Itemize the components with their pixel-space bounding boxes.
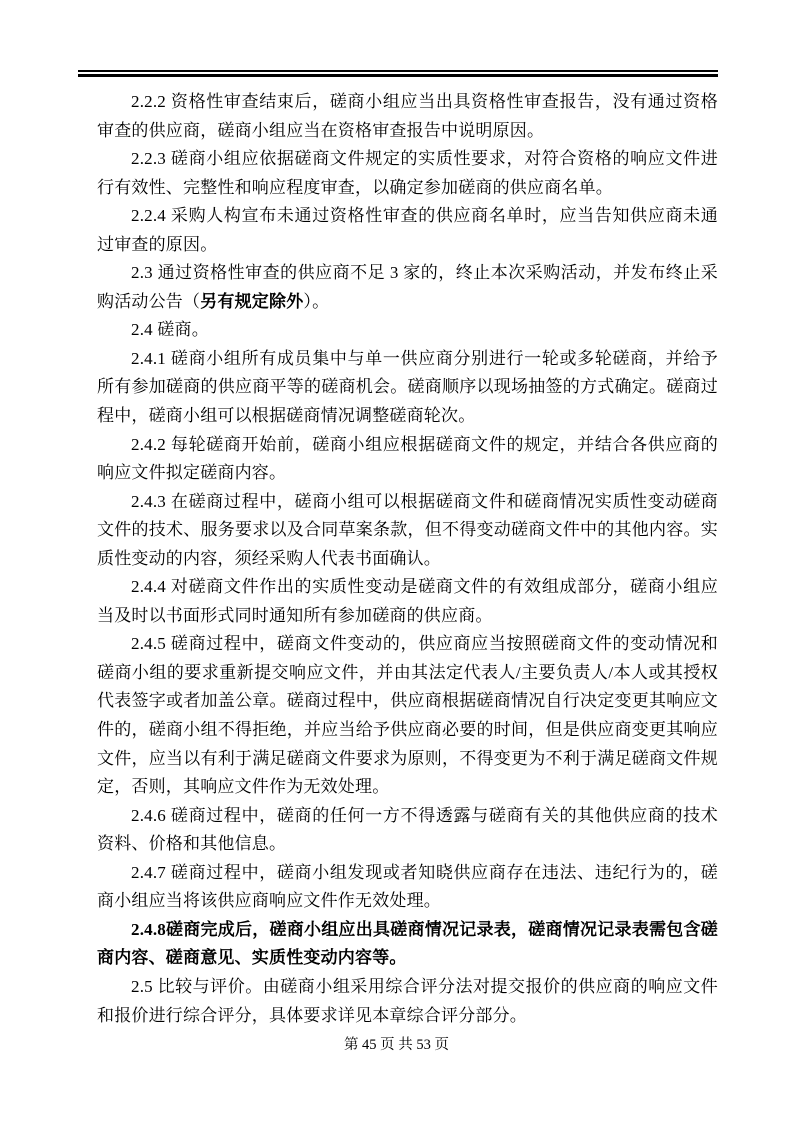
text-run: ）。 — [303, 291, 330, 311]
paragraph-2-3 — [97, 259, 718, 316]
header-double-rule — [78, 70, 718, 77]
page-number-text: 第 45 页 共 53 页 — [343, 1037, 450, 1053]
text-run: 2.4.7 磋商过程中，磋商小组发现或者知晓供应商存在违法、违纪行为的，磋商小组应当将该供应商响应文件作无效处理。 — [97, 862, 718, 911]
paragraph-2-5 — [97, 973, 718, 1030]
paragraph-2-2-4 — [97, 202, 718, 259]
text-run: 2.2.3 磋商小组应依据磋商文件规定的实质性要求，对符合资格的响应文件进行有效性、完整性和响应程度审查，以确定参加磋商的供应商名单。 — [97, 149, 718, 197]
paragraph-2-2-2 — [97, 88, 718, 145]
text-run: 2.4.4 对磋商文件作出的实质性变动是磋商文件的有效组成部分，磋商小组应当及时以书面形式同时通知所有参加磋商的供应商。 — [97, 577, 718, 625]
text-run: 2.2.4 采购人构宣布未通过资格性审查的供应商名单时，应当告知供应商未通过审查的原因。 — [97, 206, 718, 254]
document-body — [97, 88, 718, 1030]
paragraph-2-4-1 — [97, 345, 718, 431]
paragraph-2-4-4 — [97, 573, 718, 630]
text-run: 另有规定除外 — [200, 291, 304, 311]
text-run: 2.4.2 每轮磋商开始前，磋商小组应根据磋商文件的规定，并结合各供应商的响应文件拟定磋商内容。 — [97, 434, 718, 483]
paragraph-2-4 — [97, 316, 718, 345]
text-run: 2.5 比较与评价。由磋商小组采用综合评分法对提交报价的供应商的响应文件和报价进行综合评分，具体要求详见本章综合评分部分。 — [97, 976, 718, 1025]
paragraph-2-4-6 — [97, 802, 718, 859]
paragraph-2-4-3 — [97, 488, 718, 574]
text-run: 2.4.6 磋商过程中，磋商的任何一方不得透露与磋商有关的其他供应商的技术资料、价格和其他信息。 — [97, 805, 718, 854]
text-run: 2.3 通过资格性审查的供应商不足 3 家的，终止本次采购活动，并发布终止采购活动公告（ — [97, 263, 718, 311]
text-run: 2.4 磋商。 — [131, 320, 209, 340]
text-run: 2.4.8磋商完成后，磋商小组应出具磋商情况记录表，磋商情况记录表需包含磋商内容、磋商意见、实质性变动内容等。 — [97, 919, 718, 968]
text-run: 2.4.1 磋商小组所有成员集中与单一供应商分别进行一轮或多轮磋商，并给予所有参加磋商的供应商平等的磋商机会。磋商顺序以现场抽签的方式确定。磋商过程中，磋商小组可以根据磋商情况调整磋商轮次。 — [97, 348, 718, 426]
text-run: 2.4.5 磋商过程中，磋商文件变动的，供应商应当按照磋商文件的变动情况和磋商小组的要求重新提交响应文件，并由其法定代表人/主要负责人/本人或其授权代表签字或者加盖公章。磋商过程中，供应商根据磋商情况自行决定变更其响应文件的，磋商小组不得拒绝，并应当给予供应商必要的时间，但是供应商变更其响应文件，应当以有利于满足磋商文件要求为原则，不得变更为不利于满足磋商文件规定，否则，其响应文件作为无效处理。 — [97, 634, 718, 797]
paragraph-2-2-3 — [97, 145, 718, 202]
paragraph-2-4-2 — [97, 431, 718, 488]
page-footer — [0, 1035, 793, 1055]
text-run: 2.4.3 在磋商过程中，磋商小组可以根据磋商文件和磋商情况实质性变动磋商文件的技术、服务要求以及合同草案条款，但不得变动磋商文件中的其他内容。实质性变动的内容，须经采购人代表书面确认。 — [97, 491, 718, 568]
paragraph-2-4-5 — [97, 630, 718, 801]
paragraph-2-4-7 — [97, 859, 718, 916]
text-run: 2.2.2 资格性审查结束后，磋商小组应当出具资格性审查报告，没有通过资格审查的供应商，磋商小组应当在资格审查报告中说明原因。 — [97, 92, 718, 140]
paragraph-2-4-8 — [97, 916, 718, 973]
